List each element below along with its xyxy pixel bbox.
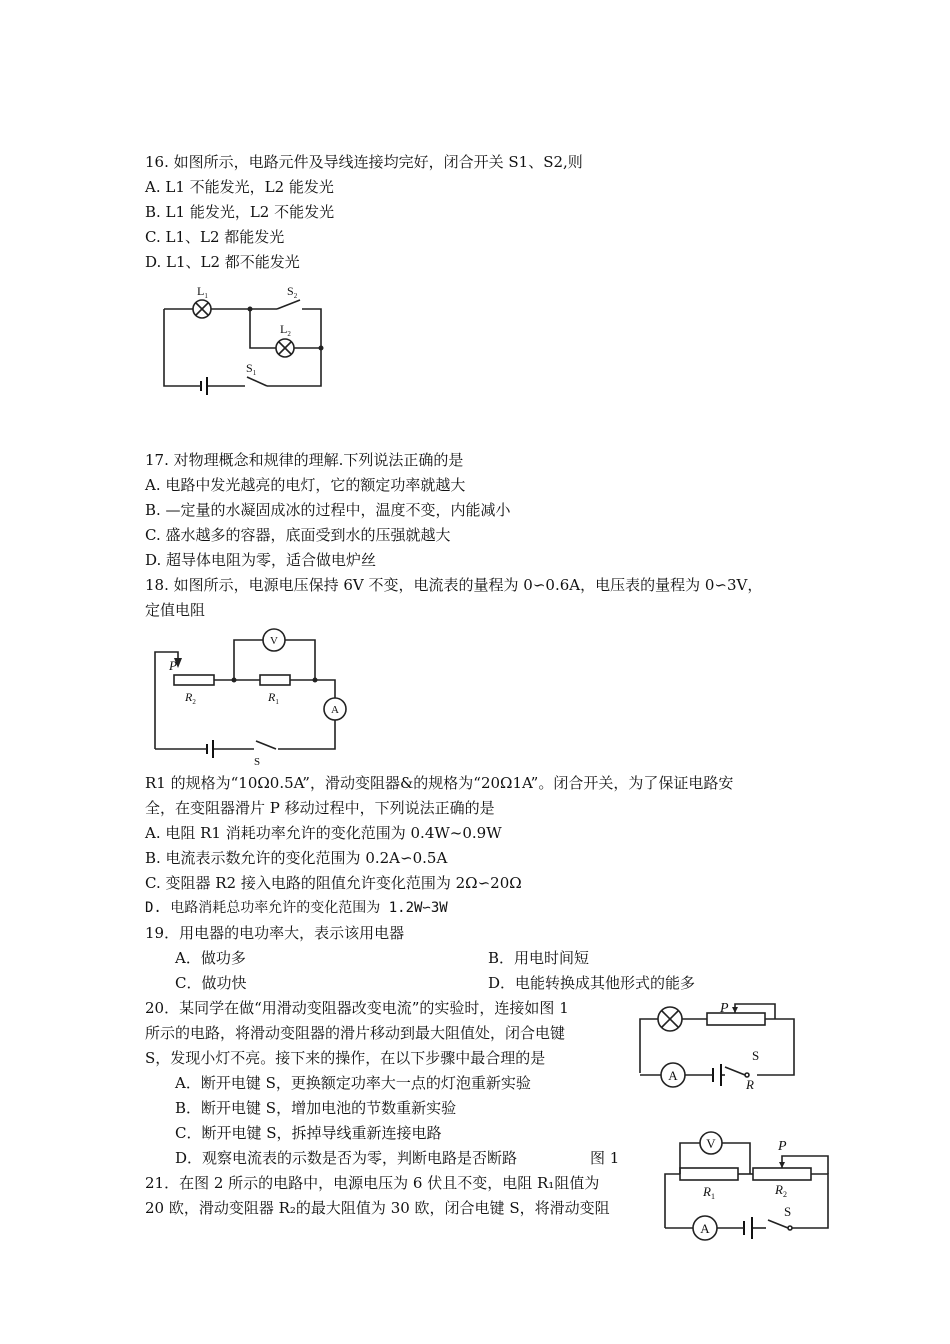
q20-ammeter-label: A: [668, 1068, 678, 1083]
q21-label-s: S: [784, 1204, 792, 1219]
q21-circuit-diagram: [660, 1128, 838, 1248]
q16-label-s2: $S_2$: [287, 284, 298, 300]
q20-option-b: B．断开电键 S，增加电池的节数重新实验: [175, 1099, 457, 1117]
q16-circuit-diagram: [155, 280, 330, 395]
q16-option-a: A. L1 不能发光，L2 能发光: [145, 178, 334, 196]
q18-label-s: S: [254, 756, 261, 768]
q20-stem-line2: 所示的电路，将滑动变阻器的滑片移动到最大阻值处，闭合电键: [145, 1024, 566, 1042]
q20-option-c: C．断开电键 S，拆掉导线重新连接电路: [175, 1124, 442, 1142]
q21-stem-line2: 20 欧，滑动变阻器 R₂的最大阻值为 30 欧，闭合电键 S，将滑动变阻: [145, 1199, 610, 1217]
q21-label-p: P: [778, 1139, 787, 1154]
q17-option-a: A. 电路中发光越亮的电灯，它的额定功率就越大: [145, 476, 466, 494]
q20-stem-line3: S，发现小灯不亮。接下来的操作，在以下步骤中最合理的是: [145, 1049, 546, 1067]
q20-label-r: R: [746, 1077, 754, 1092]
q18-stem-line2: 定值电阻: [145, 601, 206, 619]
q21-label-r2: $R_2$: [775, 1182, 787, 1199]
q18-label-r1: $R_1$: [268, 690, 279, 706]
q18-stem-line4: 全，在变阻器滑片 P 移动过程中，下列说法正确的是: [145, 799, 495, 817]
q16-option-d: D. L1、L2 都不能发光: [145, 253, 300, 271]
q20-circuit-diagram: [635, 998, 800, 1093]
q18-voltmeter-label: V: [270, 635, 278, 647]
q16-label-l1: $L_1$: [197, 284, 208, 300]
q20-option-a: A．断开电键 S，更换额定功率大一点的灯泡重新实验: [175, 1074, 531, 1092]
q17-stem: 17. 对物理概念和规律的理解.下列说法正确的是: [145, 451, 464, 469]
q18-label-p: P: [169, 658, 177, 673]
q19-option-a: A．做功多: [175, 949, 246, 967]
q16-label-s1: $S_1$: [246, 361, 257, 377]
q18-ammeter-label: A: [331, 704, 339, 716]
q17-option-d: D. 超导体电阻为零，适合做电炉丝: [145, 551, 377, 569]
q18-stem-line1: 18. 如图所示，电源电压保持 6V 不变，电流表的量程为 0∽0.6A，电压表的量程为 0∽3V，: [145, 576, 763, 594]
q20-label-s: S: [752, 1048, 760, 1063]
q16-stem: 16. 如图所示，电路元件及导线连接均完好，闭合开关 S1、S2,则: [145, 153, 583, 171]
q18-option-c: C. 变阻器 R2 接入电路的阻值允许变化范围为 2Ω∽20Ω: [145, 874, 522, 892]
q18-label-r2: $R_2$: [185, 690, 196, 706]
q20-label-p: P: [720, 1001, 729, 1016]
q20-option-d: D．观察电流表的示数是否为零，判断电路是否断路: [175, 1149, 518, 1167]
q18-option-b: B. 电流表示数允许的变化范围为 0.2A∽0.5A: [145, 849, 448, 867]
q18-circuit-diagram: [150, 622, 355, 767]
q19-option-b: B．用电时间短: [488, 949, 590, 967]
q18-stem-line3: R1 的规格为“10Ω0.5A”，滑动变阻器&的规格为“20Ω1A”。闭合开关，为了保证电路安: [145, 774, 734, 792]
q19-option-c: C．做功快: [175, 974, 247, 992]
q21-ammeter-label: A: [700, 1221, 710, 1236]
q17-option-c: C. 盛水越多的容器，底面受到水的压强就越大: [145, 526, 451, 544]
q21-voltmeter-label: V: [706, 1136, 716, 1151]
q16-option-c: C. L1、L2 都能发光: [145, 228, 285, 246]
q19-option-d: D．电能转换成其他形式的能多: [488, 974, 696, 992]
q21-label-r1: $R_1$: [703, 1184, 715, 1201]
q21-stem-line1: 21．在图 2 所示的电路中，电源电压为 6 伏且不变，电阻 R₁阻值为: [145, 1174, 600, 1192]
q16-option-b: B. L1 能发光，L2 不能发光: [145, 203, 335, 221]
q16-label-l2: $L_2$: [280, 322, 291, 338]
q18-option-d: D. 电路消耗总功率允许的变化范围为 1.2W∽3W: [145, 900, 448, 916]
q20-stem-line1: 20．某同学在做“用滑动变阻器改变电流”的实验时，连接如图 1: [145, 999, 569, 1017]
q19-stem: 19．用电器的电功率大，表示该用电器: [145, 924, 405, 942]
q18-option-a: A. 电阻 R1 消耗功率允许的变化范围为 0.4W~0.9W: [145, 824, 502, 842]
q20-figure-caption: 图 1: [590, 1149, 620, 1167]
q17-option-b: B. —定量的水凝固成冰的过程中，温度不变，内能减小: [145, 501, 511, 519]
